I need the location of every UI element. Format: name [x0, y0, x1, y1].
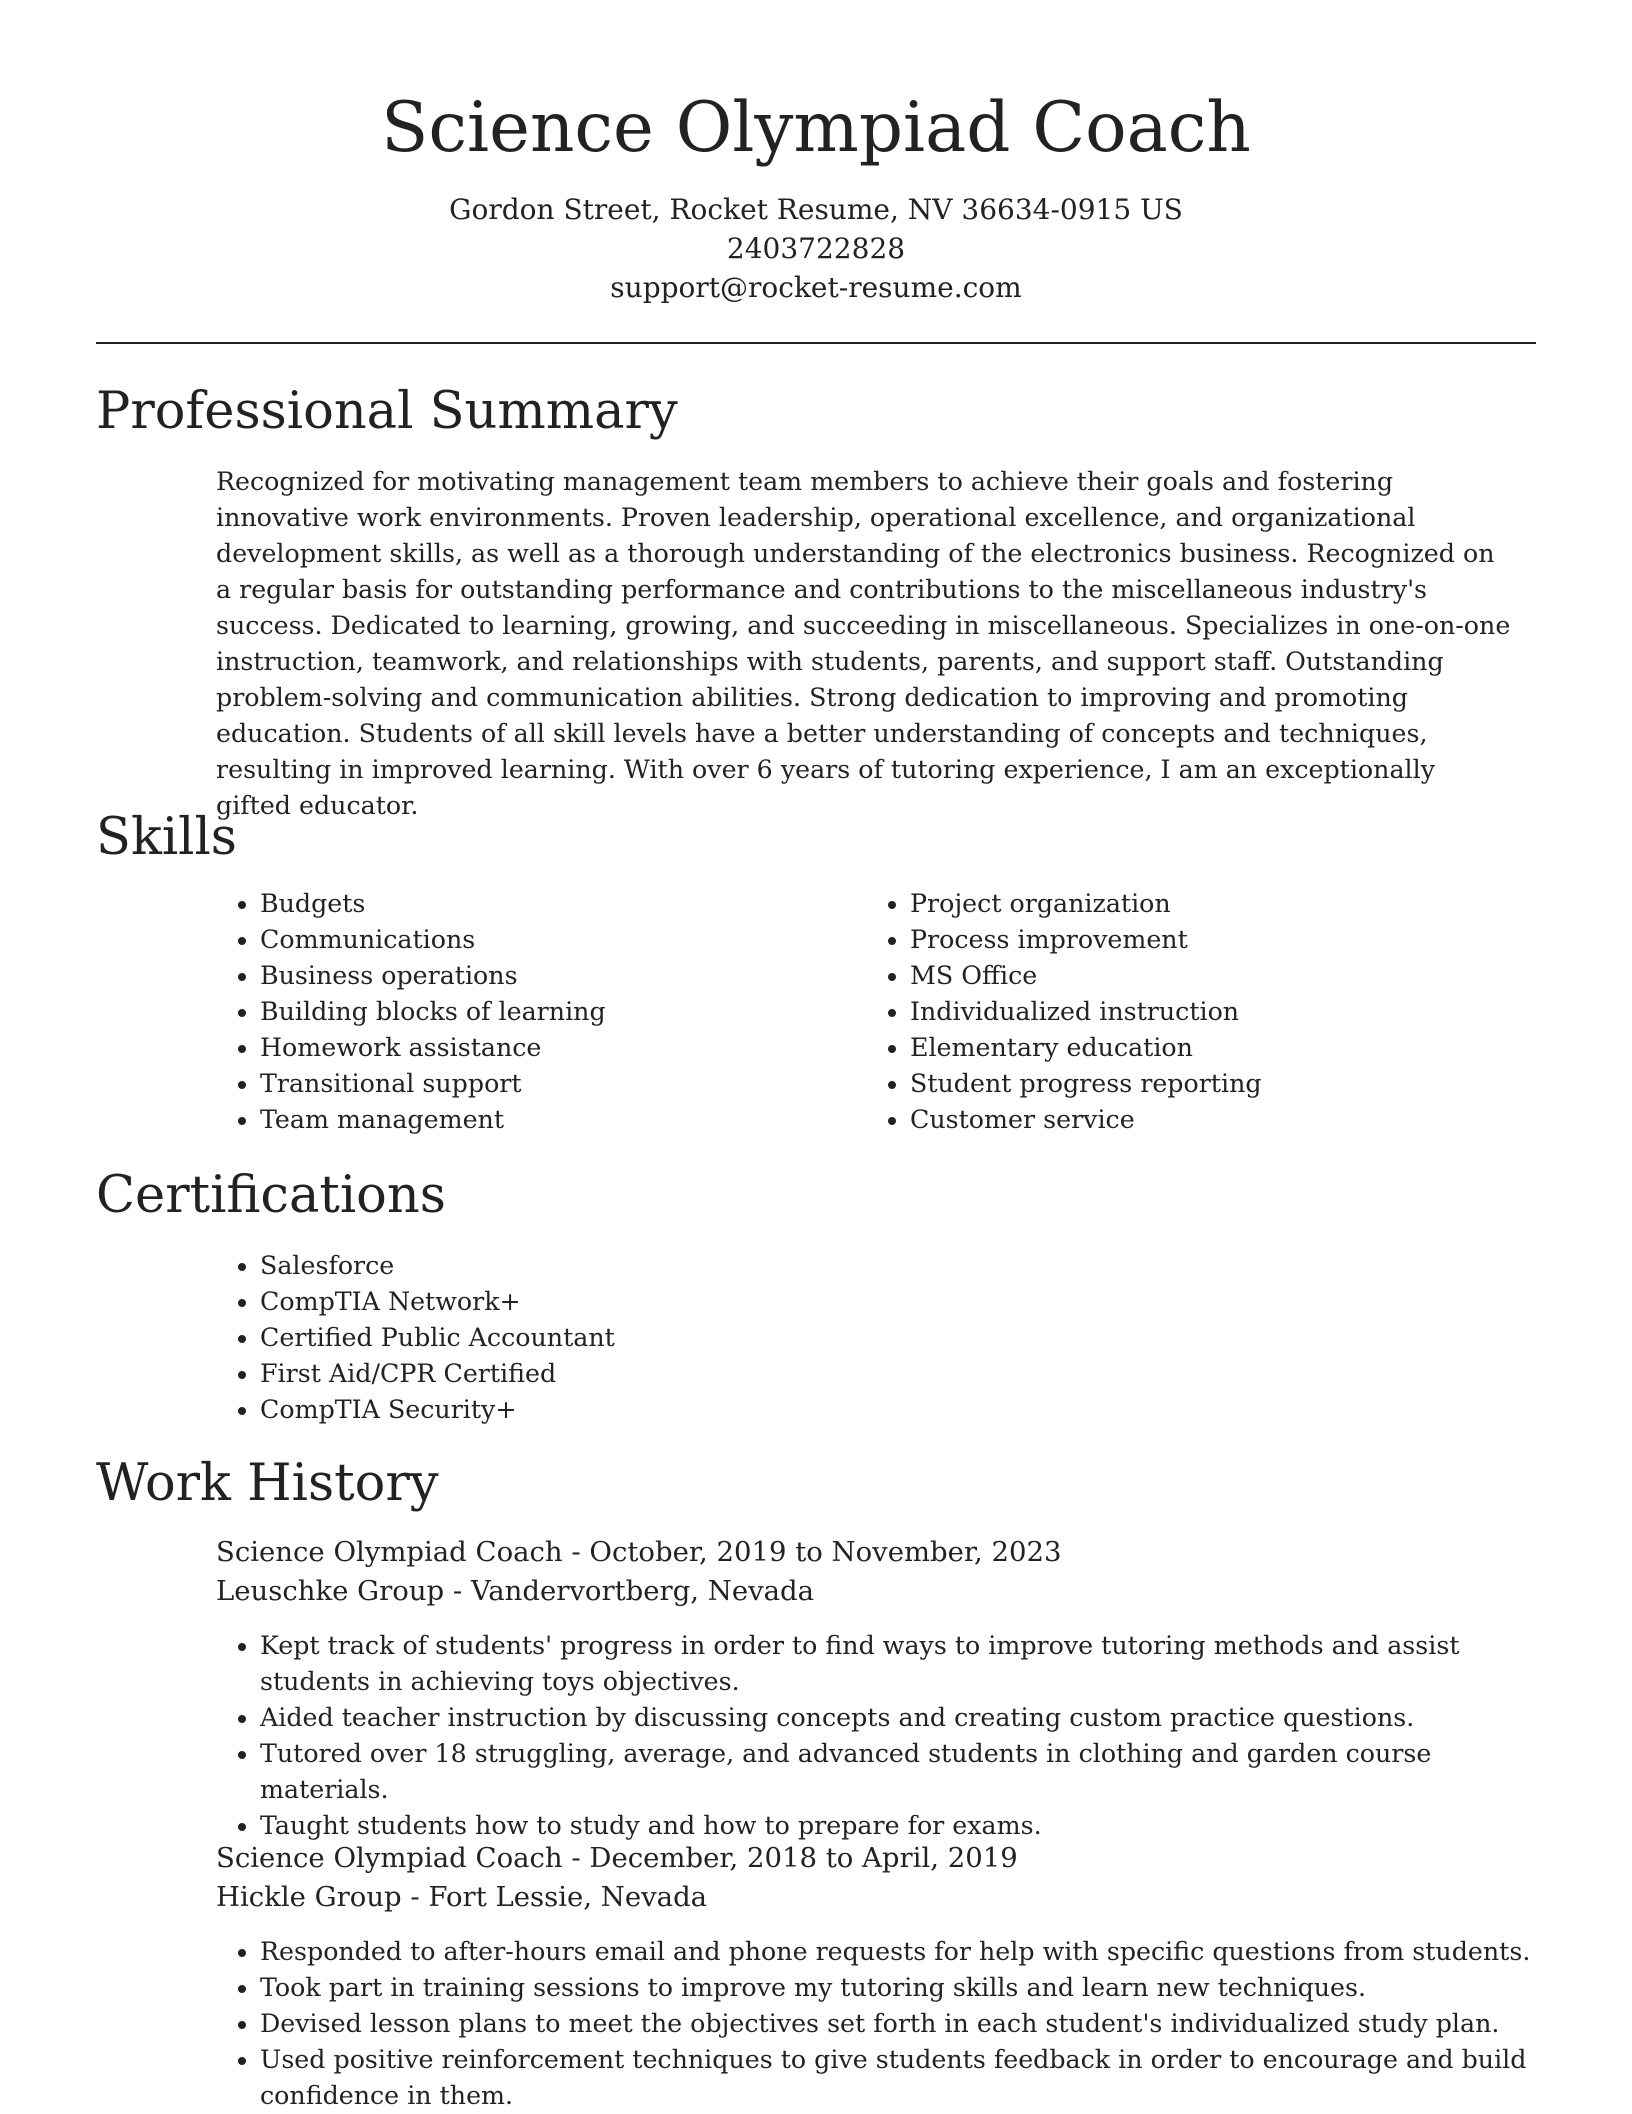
job-company: Hickle Group: [216, 1881, 402, 1913]
job-bullet: • Taught students how to study and how to prepare for exams.: [260, 1808, 1560, 1844]
job-bullet: • Took part in training sessions to improve my tutoring skills and learn new techniques.: [260, 1970, 1560, 2006]
job-bullet: • Kept track of students' progress in order to find ways to improve tutoring methods and assist students in achieving toys objectives.: [260, 1628, 1560, 1700]
job-title-line: [216, 1533, 1062, 1572]
job-company-line: [216, 1878, 707, 1917]
skill-item: • Project organization: [910, 886, 1530, 922]
candidate-name: Science Olympiad Coach: [381, 88, 1251, 168]
certification-item: • CompTIA Security+: [260, 1392, 1160, 1428]
certification-item: • Certified Public Accountant: [260, 1320, 1160, 1356]
job-company-line: [216, 1572, 814, 1611]
skill-item: • Team management: [260, 1102, 820, 1138]
work-history-heading: Work History: [96, 1454, 439, 1513]
job-title-line: [216, 1839, 1018, 1878]
skill-item: • Individualized instruction: [910, 994, 1530, 1030]
summary-text: Recognized for motivating management team members to achieve their goals and fostering innovative work environments. Proven leadership, operational excellence, and organizational development skills, as well as a thorough understanding of the electronics business. Recognized on a regular basis for outstanding performance and contributions to the miscellaneous industry's success. Dedicated to learning, growing, and succeeding in miscellaneous. Specializes in one-on-one instruction, teamwork, and relationships with students, parents, and support staff. Outstanding problem-solving and communication abilities. Strong dedication to improving and promoting education. Students of all skill levels have a better understanding of concepts and techniques, resulting in improved learning. With over 6 years of tutoring experience, I am an exceptionally gifted educator.: [216, 467, 1511, 820]
skill-item: • Business operations: [260, 958, 820, 994]
skill-item: • Budgets: [260, 886, 820, 922]
job-bullet: • Aided teacher instruction by discussing concepts and creating custom practice questions.: [260, 1700, 1560, 1736]
job-bullet: • Responded to after-hours email and phone requests for help with specific questions from students.: [260, 1934, 1560, 1970]
skill-item: • Process improvement: [910, 922, 1530, 958]
separator: -: [401, 1881, 429, 1913]
header-divider: [96, 342, 1536, 344]
skill-item: • Communications: [260, 922, 820, 958]
certification-item: • First Aid/CPR Certified: [260, 1356, 1160, 1392]
skill-item: • Transitional support: [260, 1066, 820, 1102]
certifications-list: [216, 1248, 1160, 1428]
certification-item: • Salesforce: [260, 1248, 1160, 1284]
skills-list-left: [216, 886, 820, 1138]
skills-list-right: [866, 886, 1530, 1138]
separator: -: [444, 1575, 471, 1607]
skill-item: • Elementary education: [910, 1030, 1530, 1066]
email-text: support@rocket-resume.com: [610, 271, 1022, 304]
job-bullet: • Used positive reinforcement techniques to give students feedback in order to encourage and build confidence in them.: [260, 2042, 1560, 2114]
resume-header: [0, 78, 1632, 307]
job-bullets: [216, 1628, 1560, 1844]
job-bullet: • Devised lesson plans to meet the objectives set forth in each student's individualized study plan.: [260, 2006, 1560, 2042]
skill-item: • MS Office: [910, 958, 1530, 994]
certification-item: • CompTIA Network+: [260, 1284, 1160, 1320]
phone-text: 2403722828: [726, 232, 906, 265]
separator: -: [562, 1536, 590, 1568]
job-role: Science Olympiad Coach: [216, 1842, 563, 1874]
job-bullets: [216, 1934, 1560, 2114]
contact-block: [0, 190, 1632, 307]
job-location: Vandervortberg, Nevada: [470, 1575, 815, 1607]
job-role: Science Olympiad Coach: [216, 1536, 563, 1568]
address-text: Gordon Street, Rocket Resume, NV 36634-0915 US: [449, 193, 1183, 226]
job-bullet: • Tutored over 18 struggling, average, and advanced students in clothing and garden course materials.: [260, 1736, 1560, 1808]
job-dates: October, 2019 to November, 2023: [589, 1536, 1062, 1568]
skill-item: • Customer service: [910, 1102, 1530, 1138]
job-dates: December, 2018 to April, 2019: [589, 1842, 1018, 1874]
skills-heading: Skills: [96, 808, 237, 867]
separator: -: [562, 1842, 590, 1874]
job-company: Leuschke Group: [216, 1575, 445, 1607]
summary-heading: Professional Summary: [96, 382, 678, 441]
skill-item: • Homework assistance: [260, 1030, 820, 1066]
job-location: Fort Lessie, Nevada: [428, 1881, 708, 1913]
certifications-heading: Certifications: [96, 1166, 446, 1225]
skill-item: • Building blocks of learning: [260, 994, 820, 1030]
skill-item: • Student progress reporting: [910, 1066, 1530, 1102]
